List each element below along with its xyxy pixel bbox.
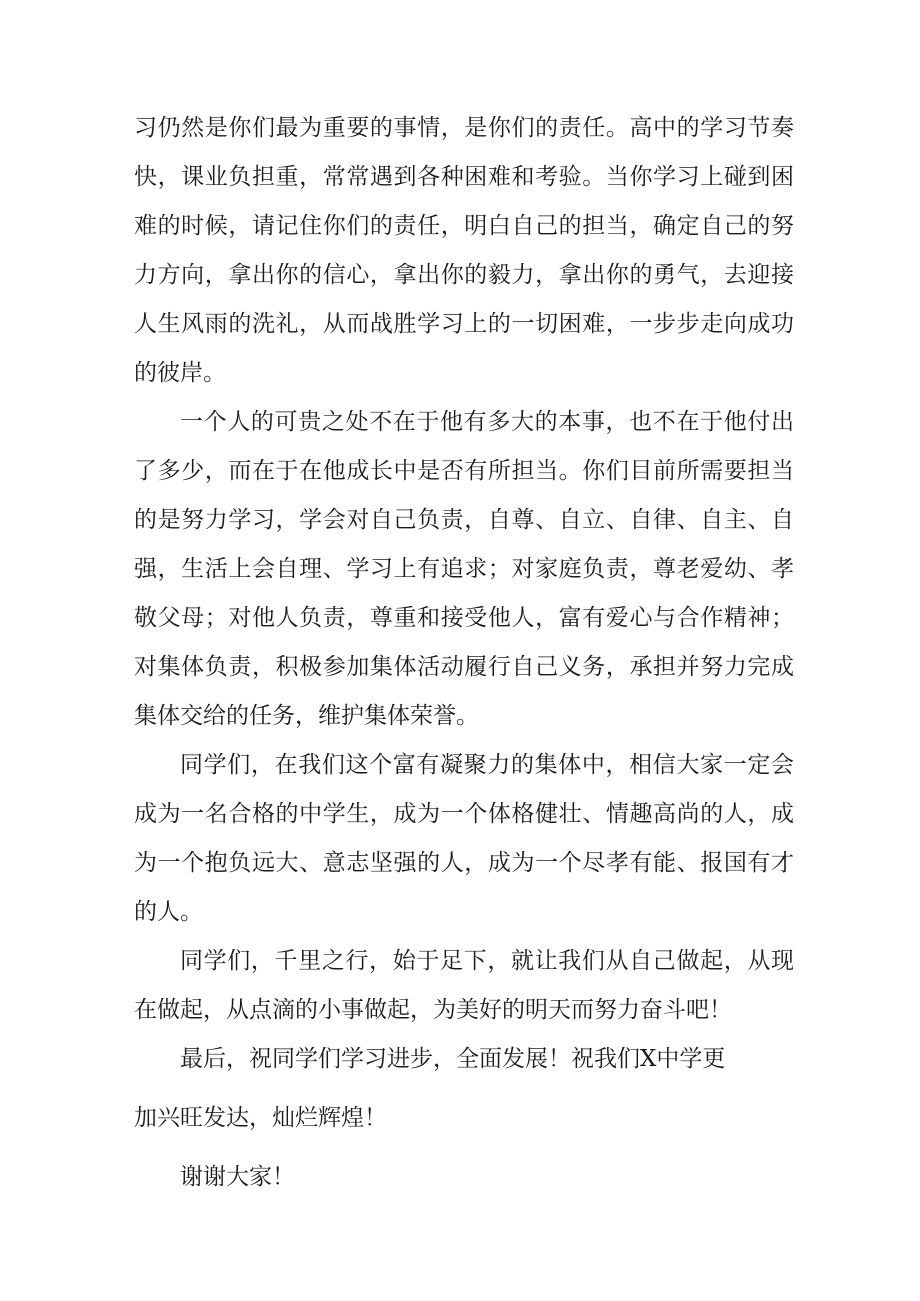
text-line: 同学们，在我们这个富有凝聚力的集体中，相信大家一定会: [180, 752, 794, 778]
text-line: 谢谢大家！: [180, 1164, 295, 1190]
text-line: 敬父母；对他人负责，尊重和接受他人，富有爱心与合作精神；: [134, 605, 794, 631]
text-line: 一个人的可贵之处不在于他有多大的本事，也不在于他付出: [180, 409, 794, 435]
text-line: 最后，祝同学们学习进步，全面发展！祝我们X中学更: [180, 1046, 726, 1072]
text-line: 难的时候，请记住你们的责任，明白自己的担当，确定自己的努: [134, 213, 794, 239]
text-line: 集体交给的任务，维护集体荣誉。: [134, 703, 479, 729]
text-line: 加兴旺发达，灿烂辉煌！: [134, 1105, 387, 1131]
text-line: 同学们，千里之行，始于足下，就让我们从自己做起，从现: [180, 948, 794, 974]
text-line: 的是努力学习，学会对自己负责，自尊、自立、自律、自主、自: [134, 507, 794, 533]
text-line: 了多少，而在于在他成长中是否有所担当。你们目前所需要担当: [134, 458, 794, 484]
text-line: 快，课业负担重，常常遇到各种困难和考验。当你学习上碰到困: [134, 164, 794, 190]
text-line: 成为一名合格的中学生，成为一个体格健壮、情趣高尚的人，成: [134, 801, 794, 827]
text-line: 为一个抱负远大、意志坚强的人，成为一个尽孝有能、报国有才: [134, 850, 794, 876]
text-line: 强，生活上会自理、学习上有追求；对家庭负责，尊老爱幼、孝: [134, 556, 794, 582]
text-line: 的人。: [134, 899, 203, 925]
text-line: 人生风雨的洗礼，从而战胜学习上的一切困难，一步步走向成功: [134, 311, 794, 337]
text-line: 对集体负责，积极参加集体活动履行自己义务，承担并努力完成: [134, 654, 794, 680]
text-line: 在做起，从点滴的小事做起，为美好的明天而努力奋斗吧！: [134, 997, 732, 1023]
text-line: 力方向，拿出你的信心，拿出你的毅力，拿出你的勇气，去迎接: [134, 262, 794, 288]
text-line: 的彼岸。: [134, 360, 226, 386]
text-line: 习仍然是你们最为重要的事情，是你们的责任。高中的学习节奏: [134, 115, 794, 141]
